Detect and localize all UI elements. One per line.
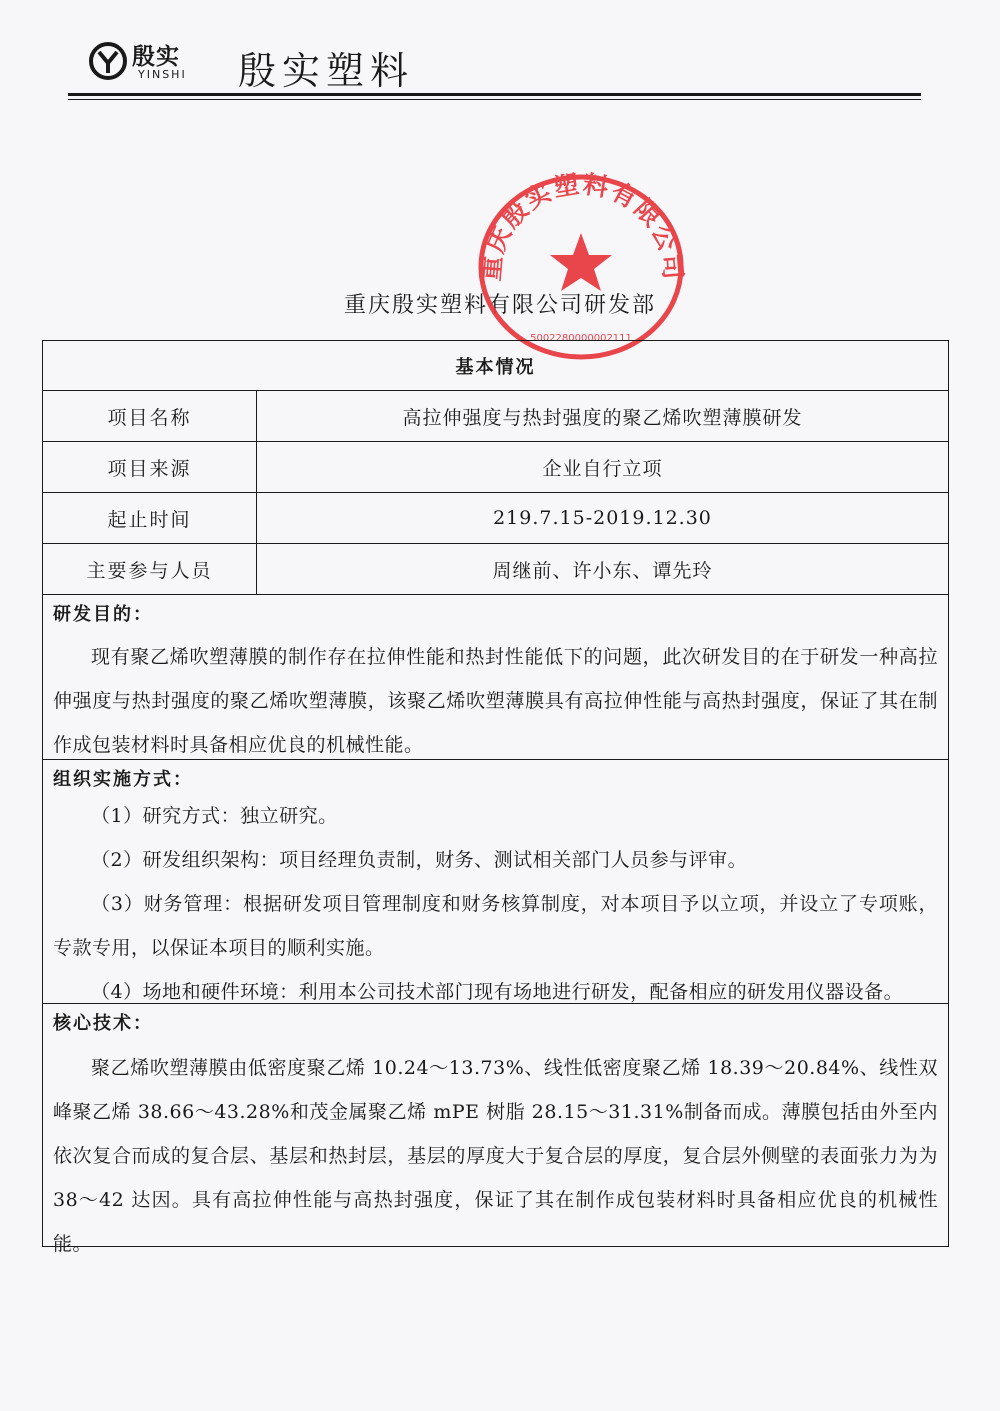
department-title: 重庆殷实塑料有限公司研发部 <box>343 293 656 318</box>
logo-english-text: YINSHI <box>138 68 187 81</box>
core-tech-text: 聚乙烯吹塑薄膜由低密度聚乙烯 10.24～13.73%、线性低密度聚乙烯 18.39～20.84%、线性双峰聚乙烯 38.66～43.28%和茂金属聚乙烯 mPE 树脂 28.15～31.31%制备而成。薄膜包括由外至内依次复合而成的复合层、基层和热封层，基层的厚度大于复合层的厚度，复合层外侧壁的表面张力为为 38～42 达因。具有高拉伸性能与高热封强度，保证了其在制作成包装材料时具备相应优良的机械性能。 <box>53 1057 938 1255</box>
table-row <box>43 544 948 595</box>
seal-star-icon <box>550 233 612 291</box>
organization-title: 组织实施方式： <box>53 769 193 790</box>
seal-code: 5002280000002111 <box>530 333 632 344</box>
purpose-title: 研发目的： <box>53 604 153 625</box>
company-logo <box>88 38 208 88</box>
participants-value: 周继前、许小东、谭先玲 <box>492 559 713 582</box>
project-source-label: 项目来源 <box>43 442 257 492</box>
participants-label: 主要参与人员 <box>43 544 257 594</box>
organization-item: （4）场地和硬件环境：利用本公司技术部门现有场地进行研发，配备相应的研发用仪器设备。 <box>91 981 904 1003</box>
organization-item: （3）财务管理：根据研发项目管理制度和财务核算制度，对本项目予以立项，并设立了专项账，专款专用，以保证本项目的顺利实施。 <box>53 893 938 959</box>
basic-info-header: 基本情况 <box>43 341 948 391</box>
core-tech-title: 核心技术： <box>53 1013 153 1034</box>
letterhead-rule-thick <box>68 93 921 96</box>
letterhead-company-name: 殷实塑料 <box>238 49 415 93</box>
project-name-label: 项目名称 <box>43 391 257 441</box>
project-period-value: 219.7.15-2019.12.30 <box>493 507 712 529</box>
purpose-text: 现有聚乙烯吹塑薄膜的制作存在拉伸性能和热封性能低下的问题，此次研发目的在于研发一种高拉伸强度与热封强度的聚乙烯吹塑薄膜，该聚乙烯吹塑薄膜具有高拉伸性能与高热封强度，保证了其在制作成包装材料时具备相应优良的机械性能。 <box>53 646 938 756</box>
organization-item: （2）研发组织架构：项目经理负责制，财务、测试相关部门人员参与评审。 <box>91 849 748 871</box>
table-row <box>43 493 948 544</box>
purpose-section <box>43 595 948 760</box>
letterhead <box>88 36 928 92</box>
company-seal-stamp <box>473 170 688 365</box>
organization-item: （1）研究方式：独立研究。 <box>91 805 338 827</box>
table-row <box>43 391 948 442</box>
logo-chinese-text: 殷实 <box>132 44 180 70</box>
organization-section <box>43 760 948 1004</box>
letterhead-rule-thin <box>68 99 921 100</box>
seal-text: 重庆殷实塑料有限公司 <box>476 170 688 283</box>
yinshi-logo-icon <box>88 41 128 81</box>
core-tech-section <box>43 1004 948 1255</box>
project-table <box>42 340 949 1255</box>
project-name-value: 高拉伸强度与热封强度的聚乙烯吹塑薄膜研发 <box>402 406 803 429</box>
project-period-label: 起止时间 <box>43 493 257 543</box>
project-source-value: 企业自行立项 <box>542 457 663 480</box>
table-row <box>43 442 948 493</box>
